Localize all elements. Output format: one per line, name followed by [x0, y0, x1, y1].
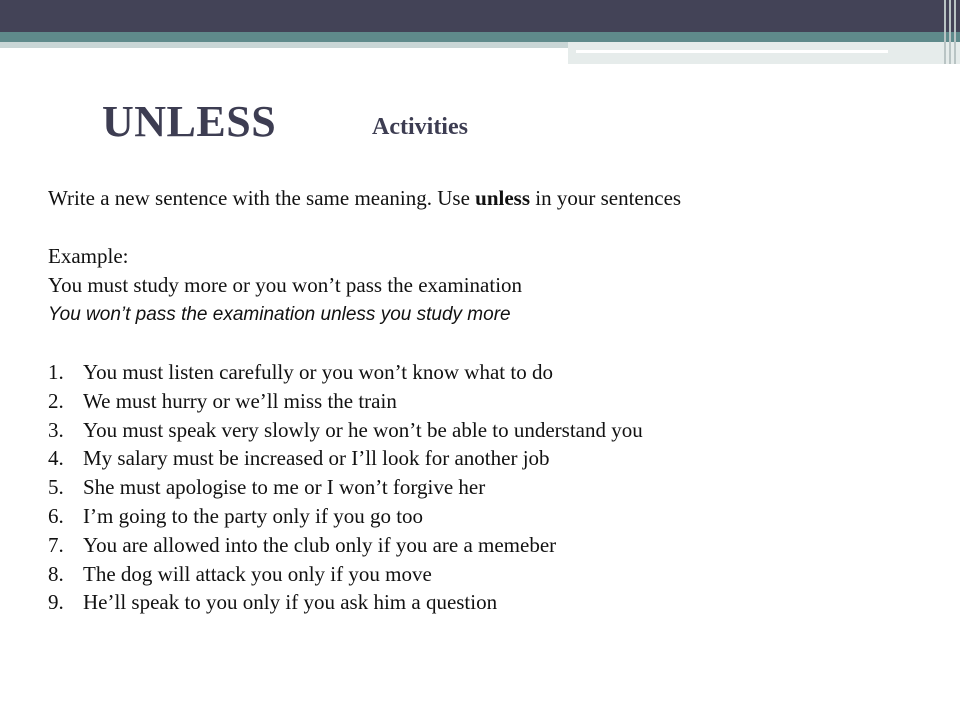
instruction-before: Write a new sentence with the same meaning. Use	[48, 186, 476, 210]
slide-subtitle: Activities	[372, 114, 468, 140]
instruction-after: in your sentences	[530, 186, 682, 210]
instruction-text	[48, 184, 928, 213]
corner-line	[949, 0, 951, 64]
example-original: You must study more or you won’t pass the examination	[48, 273, 523, 297]
list-item-text: You are allowed into the club only if you are a memeber	[83, 532, 557, 557]
list-item-text: We must hurry or we’ll miss the train	[83, 388, 397, 413]
header-band-teal	[0, 32, 960, 42]
list-item-text: You must speak very slowly or he won’t be able to understand you	[83, 417, 643, 442]
list-item-text: My salary must be increased or I’ll look for another job	[83, 446, 550, 471]
header-tab-strip	[568, 42, 960, 64]
list-item-number: 7.	[48, 532, 64, 557]
exercise-list	[48, 358, 928, 617]
corner-line	[954, 0, 956, 64]
list-item-number: 5.	[48, 475, 64, 500]
list-item-text: The dog will attack you only if you move	[83, 561, 432, 586]
instruction-keyword: unless	[475, 186, 531, 210]
list-item-number: 3.	[48, 417, 64, 442]
list-item	[48, 416, 928, 445]
example-label: Example:	[48, 244, 129, 268]
list-item-number: 6.	[48, 503, 64, 528]
slide-body	[48, 184, 928, 617]
list-item-number: 4.	[48, 446, 64, 471]
list-item	[48, 531, 928, 560]
list-item	[48, 502, 928, 531]
corner-line	[944, 0, 946, 64]
slide-title: UNLESS	[102, 97, 277, 146]
list-item	[48, 560, 928, 589]
list-item-number: 1.	[48, 360, 64, 384]
list-item-text: You must listen carefully or you won’t know what to do	[83, 360, 553, 384]
list-item	[48, 588, 928, 617]
list-item	[48, 444, 928, 473]
list-item-number: 2.	[48, 388, 64, 413]
header-band-dark	[0, 0, 960, 32]
list-item	[48, 358, 928, 387]
list-item-text: He’ll speak to you only if you ask him a question	[83, 590, 498, 615]
list-item	[48, 387, 928, 416]
list-item-text: I’m going to the party only if you go too	[83, 503, 424, 528]
header-tab-highlight	[576, 50, 888, 53]
list-item-text: She must apologise to me or I won’t forgive her	[83, 475, 486, 500]
example-rewritten: You won’t pass the examination unless you study more	[48, 304, 511, 325]
list-item	[48, 473, 928, 502]
list-item-number: 9.	[48, 590, 64, 615]
corner-decoration	[934, 0, 960, 64]
list-item-number: 8.	[48, 561, 64, 586]
